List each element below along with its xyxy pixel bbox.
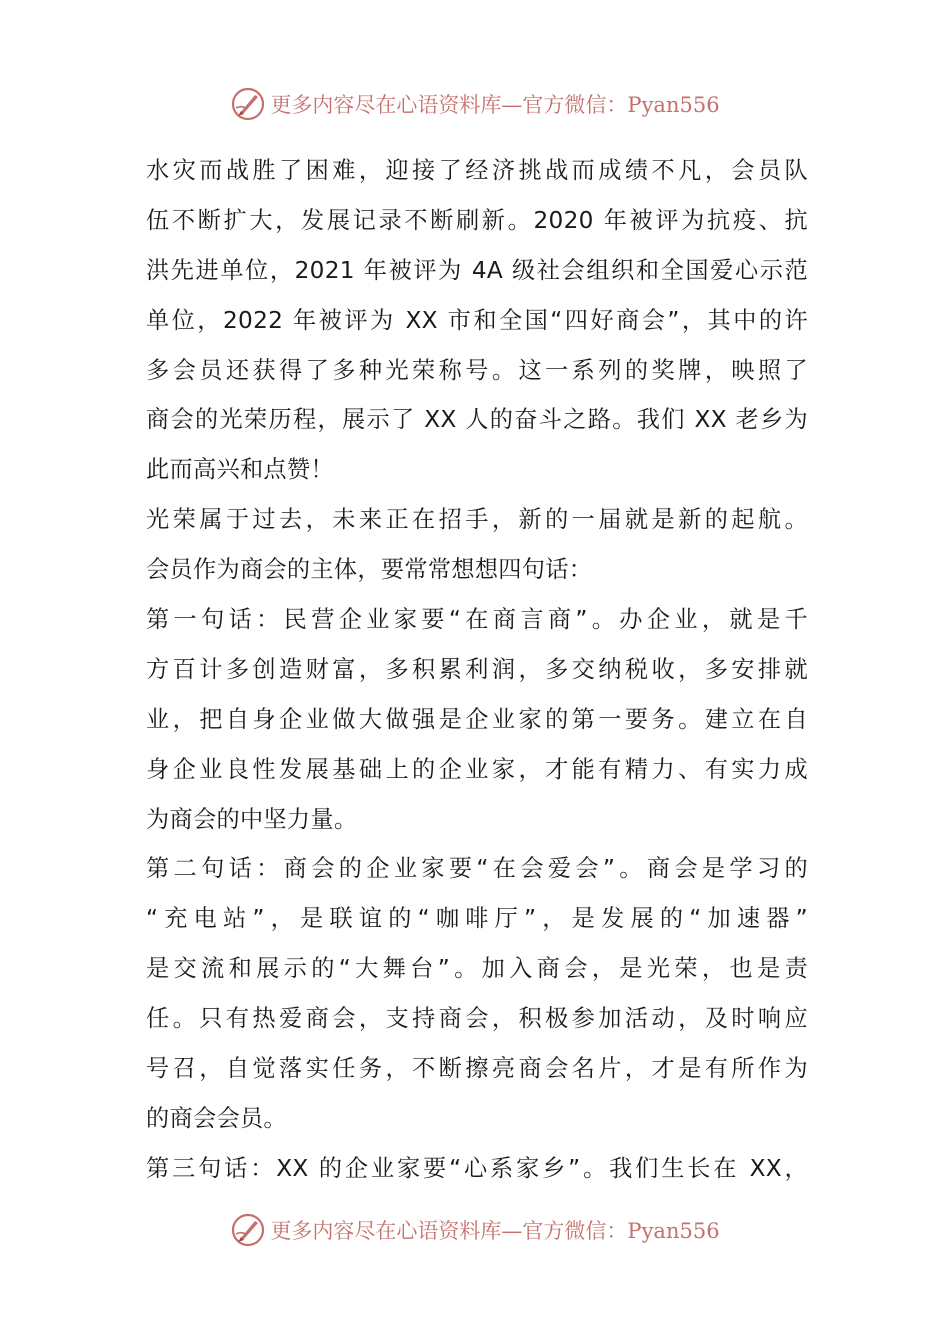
- watermark-text: 更多内容尽在心语资料库—官方微信：Pyan556: [270, 93, 720, 117]
- text-line: 号召，自觉落实任务，不断擦亮商会名片，才是有所作为: [146, 1055, 808, 1083]
- text-line: 身企业良性发展基础上的企业家，才能有精力、有实力成: [146, 755, 808, 783]
- text-line: “充电站”，是联谊的“咖啡厅”，是发展的“加速器”: [146, 905, 808, 933]
- text-line: 业，把自身企业做大做强是企业家的第一要务。建立在自: [146, 705, 808, 733]
- text-line: 为商会的中坚力量。: [146, 805, 358, 833]
- text-line: 第三句话：XX 的企业家要“心系家乡”。我们生长在 XX，: [146, 1154, 808, 1182]
- text-line: 方百计多创造财富，多积累利润，多交纳税收，多安排就: [146, 655, 808, 683]
- text-line: 多会员还获得了多种光荣称号。这一系列的奖牌，映照了: [146, 356, 808, 384]
- header-watermark: [0, 84, 950, 124]
- text-line: 单位，2022 年被评为 XX 市和全国“四好商会”，其中的许: [146, 306, 808, 334]
- quill-pen-icon: [230, 1212, 266, 1248]
- text-line: 光荣属于过去，未来正在招手，新的一届就是新的起航。: [146, 506, 808, 534]
- text-line: 商会的光荣历程，展示了 XX 人的奋斗之路。我们 XX 老乡为: [146, 406, 808, 434]
- text-line: 会员作为商会的主体，要常常想想四句话：: [146, 556, 593, 584]
- watermark-text: 更多内容尽在心语资料库—官方微信：Pyan556: [270, 1219, 720, 1243]
- text-line: 任。只有热爱商会，支持商会，积极参加活动，及时响应: [146, 1005, 808, 1033]
- document-body: [146, 146, 808, 1194]
- text-line: 的商会会员。: [146, 1104, 287, 1132]
- text-line: 此而高兴和点赞！: [146, 456, 334, 484]
- quill-pen-icon: [230, 86, 266, 122]
- text-line: 第一句话：民营企业家要“在商言商”。办企业，就是千: [146, 606, 808, 634]
- footer-watermark: [0, 1210, 950, 1250]
- text-line: 水灾而战胜了困难，迎接了经济挑战而成绩不凡，会员队: [146, 157, 808, 184]
- text-line: 是交流和展示的“大舞台”。加入商会，是光荣，也是责: [146, 955, 808, 983]
- text-line: 洪先进单位，2021 年被评为 4A 级社会组织和全国爱心示范: [146, 256, 808, 284]
- text-line: 伍不断扩大，发展记录不断刷新。2020 年被评为抗疫、抗: [146, 206, 808, 234]
- text-line: 第二句话：商会的企业家要“在会爱会”。商会是学习的: [146, 855, 808, 883]
